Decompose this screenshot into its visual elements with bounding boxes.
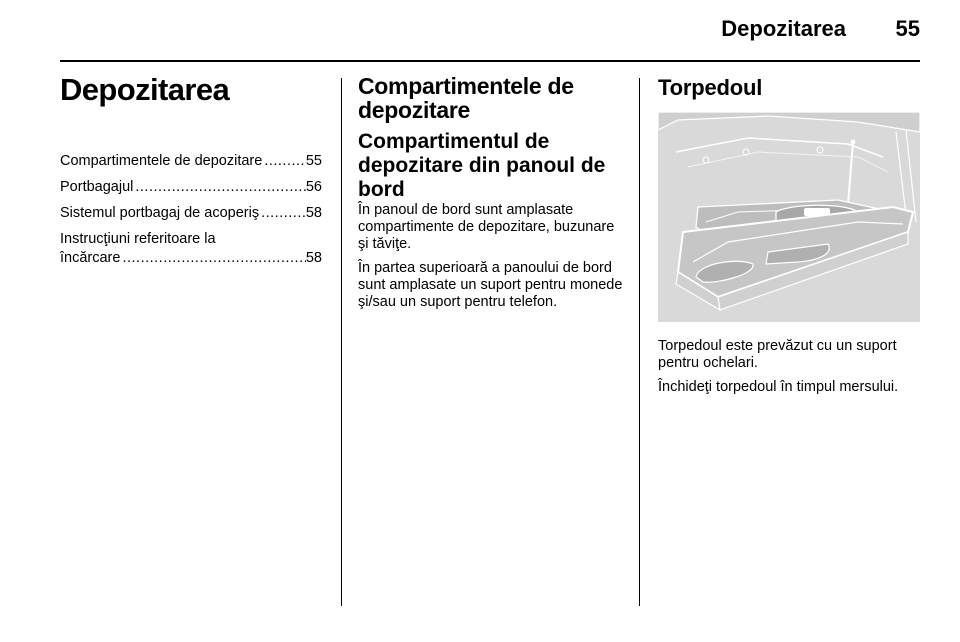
body-paragraph: În panoul de bord sunt amplasate compartimente de depozitare, buzunare şi tăviţe. — [358, 202, 615, 252]
table-of-contents — [60, 152, 322, 268]
body-paragraph: În partea superioară a panoului de bord sunt amplasate un suport pentru monede şi/sau un suport pentru telefon. — [358, 260, 623, 310]
toc-entry-label: Portbagajul — [60, 179, 134, 195]
toc-entry[interactable] — [60, 230, 322, 268]
header-rule — [60, 60, 920, 62]
toc-entry-page: 56 — [305, 179, 322, 195]
toc-entry-label: Sistemul portbagaj de acoperiş — [60, 205, 260, 221]
toc-entry-label: Compartimentele de depozitare — [60, 153, 263, 169]
section-heading: Compartimentele de depozitare — [358, 73, 574, 123]
subsection-heading: Compartimentul de depozitare din panoul de bord — [358, 130, 606, 201]
toc-entry[interactable] — [60, 204, 322, 223]
column-divider-1 — [341, 78, 342, 606]
chapter-title: Depozitarea — [60, 72, 230, 107]
column-toc — [60, 74, 322, 275]
column-divider-2 — [639, 78, 640, 606]
toc-leader — [259, 204, 306, 223]
strap-hinge — [851, 140, 856, 145]
glovebox-drawing — [658, 112, 920, 322]
toc-entry-page: 58 — [305, 205, 322, 221]
toc-entry-page: 55 — [305, 153, 322, 169]
column-glovebox — [658, 74, 920, 403]
toc-leader — [262, 152, 306, 171]
column-storage — [358, 74, 623, 318]
glovebox-illustration — [658, 112, 920, 322]
toc-leader — [133, 178, 306, 197]
section-heading: Torpedoul — [658, 75, 763, 100]
toc-entry-label: încărcare — [60, 250, 121, 266]
header-section-title: Depozitarea — [721, 16, 846, 41]
toc-entry-label: Instrucţiuni referitoare la — [60, 231, 216, 247]
toc-leader — [120, 249, 305, 268]
toc-entry[interactable] — [60, 178, 322, 197]
toc-entry[interactable] — [60, 152, 322, 171]
body-paragraph: Torpedoul este prevăzut cu un suport pentru ochelari. — [658, 338, 897, 371]
body-paragraph: Închideţi torpedoul în timpul mersului. — [658, 379, 899, 395]
toc-entry-page: 58 — [305, 250, 322, 266]
header-page-number: 55 — [895, 16, 920, 41]
